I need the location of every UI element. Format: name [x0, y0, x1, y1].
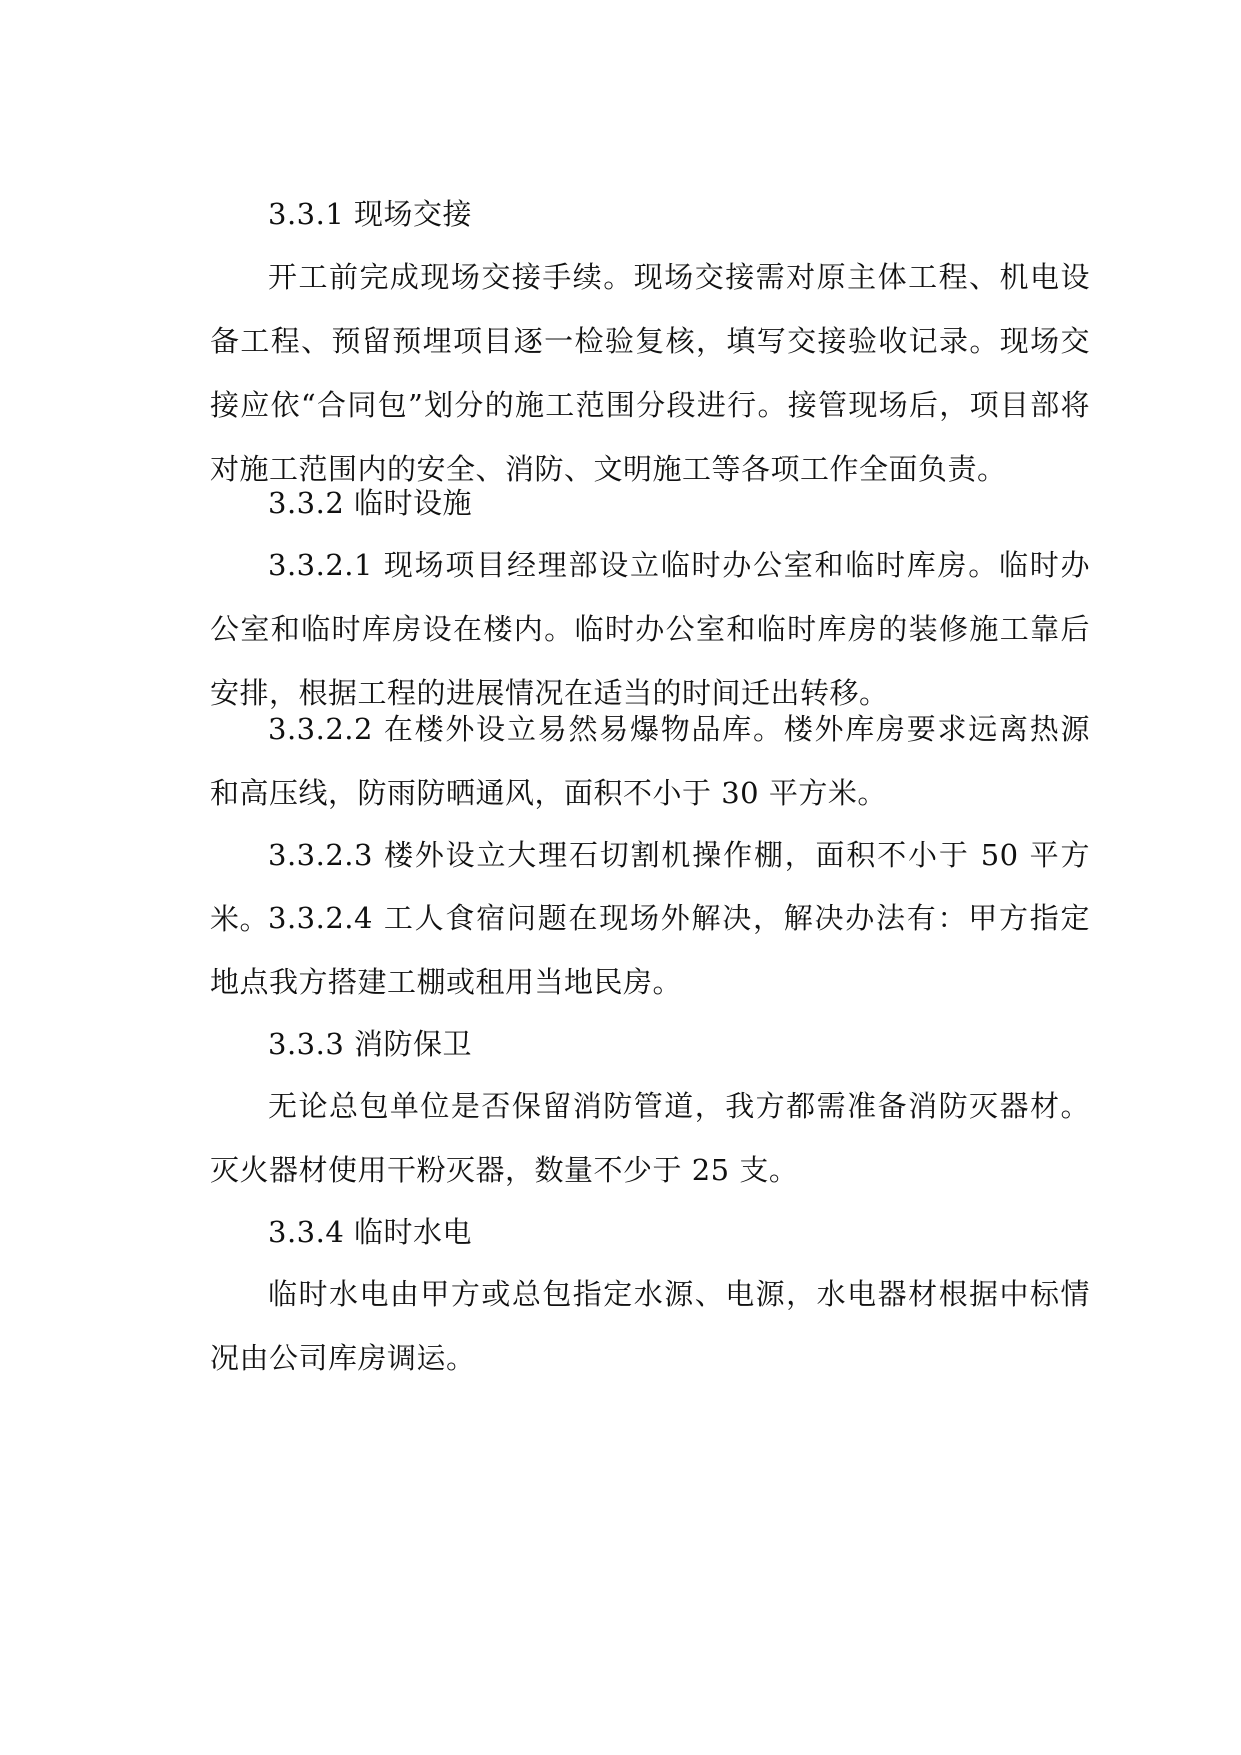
heading-3-3-3: 3.3.3 消防保卫 — [268, 1027, 473, 1061]
paragraph-fire-protection: 无论总包单位是否保留消防管道，我方都需准备消防灭器材。灭火器材使用干粉灭器，数量不少于 25 支。 — [210, 1089, 1090, 1187]
paragraph-3-3-2-3: 3.3.2.3 楼外设立大理石切割机操作棚，面积不小于 50 平方米。 — [210, 838, 1090, 936]
heading-3-3-1: 3.3.1 现场交接 — [268, 197, 473, 231]
paragraph-3-3-2-1: 3.3.2.1 现场项目经理部设立临时办公室和临时库房。临时办公室和临时库房设在楼内。临时办公室和临时库房的装修施工靠后安排，根据工程的进展情况在适当的时间迁出转移。 — [210, 548, 1090, 710]
paragraph-3-3-2-4: 3.3.2.4 工人食宿问题在现场外解决，解决办法有：甲方指定地点我方搭建工棚或租用当地民房。 — [210, 901, 1090, 999]
paragraph-site-handover: 开工前完成现场交接手续。现场交接需对原主体工程、机电设备工程、预留预埋项目逐一检验复核，填写交接验收记录。现场交接应依“合同包”划分的施工范围分段进行。接管现场后，项目部将对施工范围内的安全、消防、文明施工等各项工作全面负责。 — [210, 260, 1090, 486]
heading-3-3-2: 3.3.2 临时设施 — [268, 486, 473, 520]
heading-3-3-4: 3.3.4 临时水电 — [268, 1215, 473, 1249]
paragraph-3-3-2-2: 3.3.2.2 在楼外设立易然易爆物品库。楼外库房要求远离热源和高压线，防雨防晒通风，面积不小于 30 平方米。 — [210, 712, 1090, 810]
paragraph-temporary-utilities: 临时水电由甲方或总包指定水源、电源，水电器材根据中标情况由公司库房调运。 — [210, 1277, 1090, 1375]
